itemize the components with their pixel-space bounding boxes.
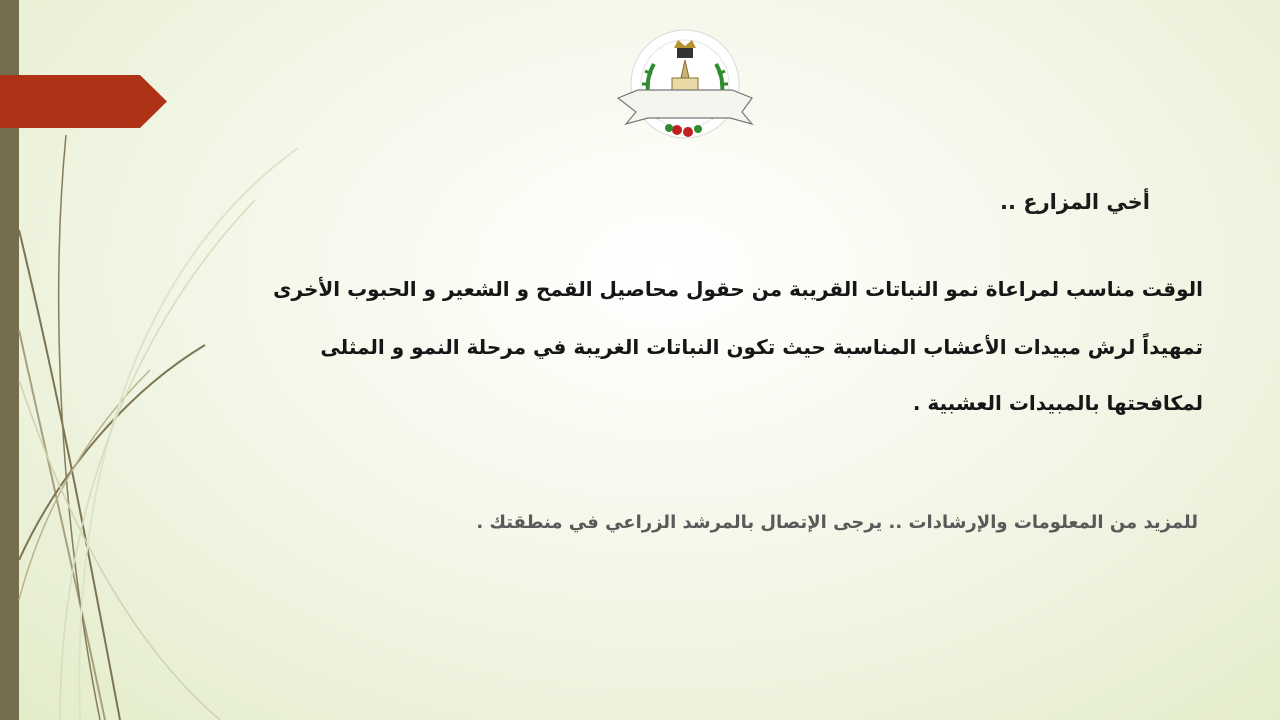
body-line-2: تمهيداً لرش مبيدات الأعشاب المناسبة حيث تكون النباتات الغريبة في مرحلة النمو و المثلى	[320, 335, 1203, 359]
body-line-1: الوقت مناسب لمراعاة نمو النباتات القريبة من حقول محاصيل القمح و الشعير و الحبوب الأخرى	[273, 277, 1203, 301]
body-line-3: لمكافحتها بالمبيدات العشبية .	[912, 391, 1203, 415]
contact-footer: للمزيد من المعلومات والإرشادات .. يرجى الإتصال بالمرشد الزراعي في منطقتك .	[476, 512, 1198, 533]
greeting: أخي المزارع ..	[999, 190, 1150, 214]
red-banner-arrow	[0, 75, 167, 128]
ministry-logo-icon	[614, 26, 756, 150]
